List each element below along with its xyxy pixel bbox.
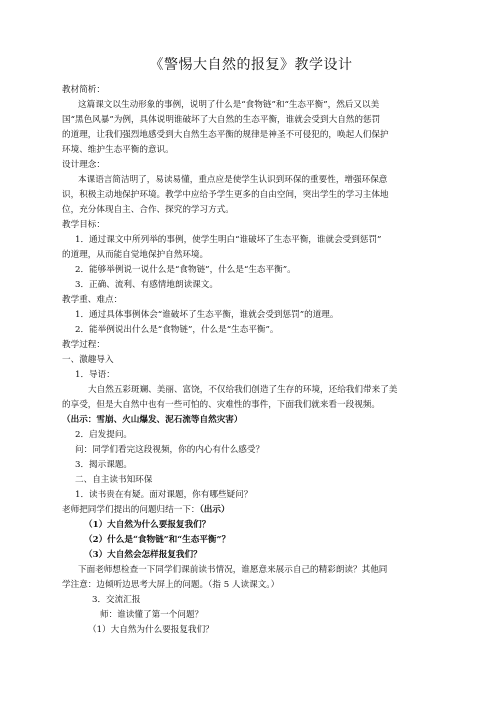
paragraph-line: 这篇课文以生动形象的事例，说明了什么是“食物链”和“生态平衡”，然后又以美 xyxy=(78,100,380,110)
bold-note: （出示） xyxy=(199,505,230,515)
question-item: （2）什么是“食物链”和“生态平衡”？ xyxy=(84,535,231,545)
paragraph-line xyxy=(62,504,230,516)
paragraph-line: 大自然五彩斑斓、美丽、富饶，不仅给我们创造了生存的环境，还给我们带来了美 xyxy=(88,385,398,395)
list-item: 2．能举例说出什么是“食物链”，什么是“生态平衡”。 xyxy=(75,325,279,335)
paragraph-line: 问：同学们看完这段视频，你的内心有什么感受？ xyxy=(75,445,265,455)
list-item: 3．揭示课题。 xyxy=(75,460,133,470)
section-heading: 教学过程： xyxy=(62,340,105,350)
question-item: （3）大自然会怎样报复我们？ xyxy=(84,550,202,560)
paragraph-line: 本课语言简洁明了，易读易懂，重点应是使学生认识到环保的重要性，增强环保意 xyxy=(78,175,388,185)
subsection-heading: 二、自主读书知环保 xyxy=(75,475,153,485)
list-item: 1．读书贵在有疑。面对课题，你有哪些疑问？ xyxy=(75,490,253,500)
subsection-heading: 一、激趣导入 xyxy=(62,355,114,365)
paragraph-line: 师：谁读懂了第一个问题？ xyxy=(100,610,204,620)
list-item: 1．通过课文中所列举的事例，使学生明白“谁破坏了生态平衡，谁就会受到惩罚” xyxy=(75,235,382,245)
list-item: 1．通过具体事例体会“谁破坏了生态平衡，谁就会受到惩罚”的道理。 xyxy=(75,310,339,320)
list-item: 3．正确、流利、有感情地朗读课文。 xyxy=(75,280,218,290)
section-heading: 教材简析： xyxy=(62,85,105,95)
list-item: 2．启发提问。 xyxy=(75,430,133,440)
list-item: 3．交流汇报 xyxy=(92,595,141,605)
paragraph-line: 环境、维护生态平衡的意识。 xyxy=(62,145,174,155)
list-item: 1．导语： xyxy=(75,370,115,380)
question-item: （1）大自然为什么要报复我们？ xyxy=(88,625,214,635)
paragraph-line: 的享受，但是大自然中也有一些可怕的、灾难性的事件，下面我们就来看一段视频。 xyxy=(62,400,380,410)
section-heading: 教学重、难点： xyxy=(62,295,123,305)
paragraph-line: 位，充分体现自主、合作、探究的学习方式。 xyxy=(62,205,234,215)
paragraph-line: 的道理，从而能自觉地保护自然环境。 xyxy=(62,250,209,260)
section-heading: 设计理念： xyxy=(62,160,105,170)
paragraph-line: 下面老师想检查一下同学们课前读书情况，谁愿意来展示自己的精彩朗读？其他同 xyxy=(78,565,388,575)
document-title: 《警惕大自然的报复》教学设计 xyxy=(149,57,353,73)
paragraph-line: 的道理，让我们强烈地感受到大自然生态平衡的规律是神圣不可侵犯的，唤起人们保护 xyxy=(62,130,389,140)
question-item: （1）大自然为什么要报复我们？ xyxy=(84,520,211,530)
paragraph-line: 国“黑色风暴”为例，具体说明谁破坏了大自然的生态平衡，谁就会受到大自然的惩罚 xyxy=(62,115,381,125)
bold-note: （出示：雪崩、火山爆发、泥石流等自然灾害） xyxy=(62,415,243,425)
list-item: 2．能够举例说一说什么是“食物链”，什么是“生态平衡”。 xyxy=(75,265,296,275)
section-heading: 教学目标： xyxy=(62,220,105,230)
paragraph-line: 学注意：边倾听边思考大屏上的问题。（指 5 人读课文。） xyxy=(62,580,280,590)
paragraph-line: 识，积极主动地保护环境。教学中应给予学生更多的自由空间，突出学生的学习主体地 xyxy=(62,190,389,200)
paragraph-text: 老师把同学们提出的问题归结一下： xyxy=(62,505,200,515)
